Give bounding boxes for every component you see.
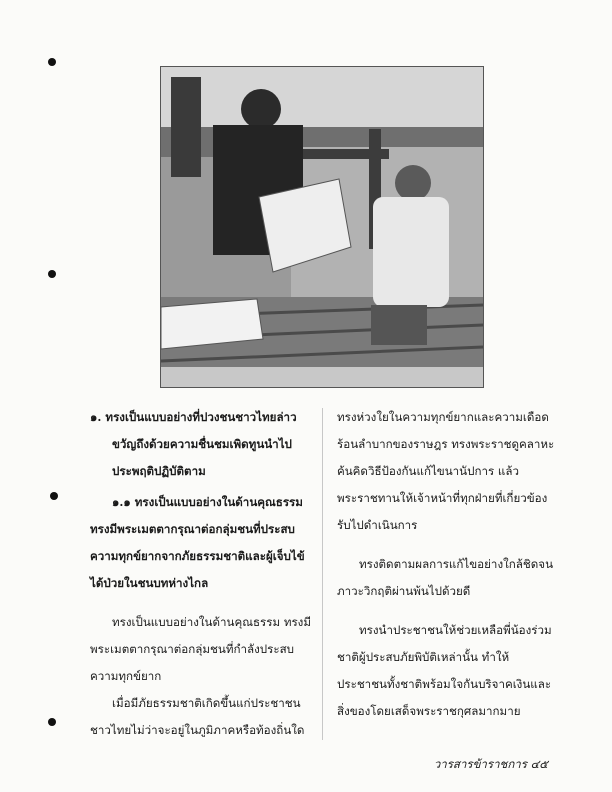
margin-bullet-lower xyxy=(50,492,58,500)
right-column xyxy=(337,404,555,725)
paragraph: ทรงนำประชาชนให้ช่วยเหลือพี่น้องร่วมชาติผู้ประสบภัยพิบัติเหล่านั้น ทำให้ประชาชนทั้งชาติพร้อมใจกันบริจาคเงินและสิ่งของโดยเสด็จพระราชกุศลมากมาย xyxy=(337,623,552,718)
paragraph: ทรงติดตามผลการแก้ไขอย่างใกล้ชิดจนภาวะวิกฤติผ่านพ้นไปด้วยดี xyxy=(337,557,554,598)
paragraph: เมื่อมีภัยธรรมชาติเกิดขึ้นแก่ประชาชนชาวไทยไม่ว่าจะอยู่ในภูมิภาคหรือท้องถิ่นใด xyxy=(90,696,305,737)
column-divider xyxy=(322,408,323,740)
section-heading: ๑. ทรงเป็นแบบอย่างที่ปวงชนชาวไทยล่าวขวัญถึงด้วยความชื่นชมเพิดทูนนำไปประพฤติปฏิบัติตาม xyxy=(90,410,297,478)
margin-bullet-top xyxy=(48,58,56,66)
photo-illustration xyxy=(161,67,483,387)
paragraph: ทรงเป็นแบบอย่างในด้านคุณธรรม ทรงมีพระเมตตากรุณาต่อกลุ่มชนที่กำลังประสบความทุกข์ยาก xyxy=(90,615,311,683)
photo-king-with-villager xyxy=(160,66,484,388)
margin-bullet-middle xyxy=(48,270,56,278)
subsection-heading: ๑.๑ ทรงเป็นแบบอย่างในด้านคุณธรรม ทรงมีพระเมตตากรุณาต่อกลุ่มชนที่ประสบความทุกข์ยากจากภัยธรรมชาติและผู้เจ็บไข้ได้ป่วยในชนบทห่างไกล xyxy=(90,495,305,590)
paragraph: ทรงห่วงใยในความทุกข์ยากและความเดือดร้อนลำบากของราษฎร ทรงพระราชดูคลาหะค้นคิดวิธีป้องกันแก้ไขนานัปการ แล้วพระราชทานให้เจ้าหน้าที่ทุกฝ่ายที่เกี่ยวข้องรับไปดำเนินการ xyxy=(337,410,555,532)
left-column xyxy=(90,404,312,744)
page-footer: วารสารข้าราชการ ๔๕ xyxy=(433,757,548,771)
margin-bullet-bottom xyxy=(48,718,56,726)
